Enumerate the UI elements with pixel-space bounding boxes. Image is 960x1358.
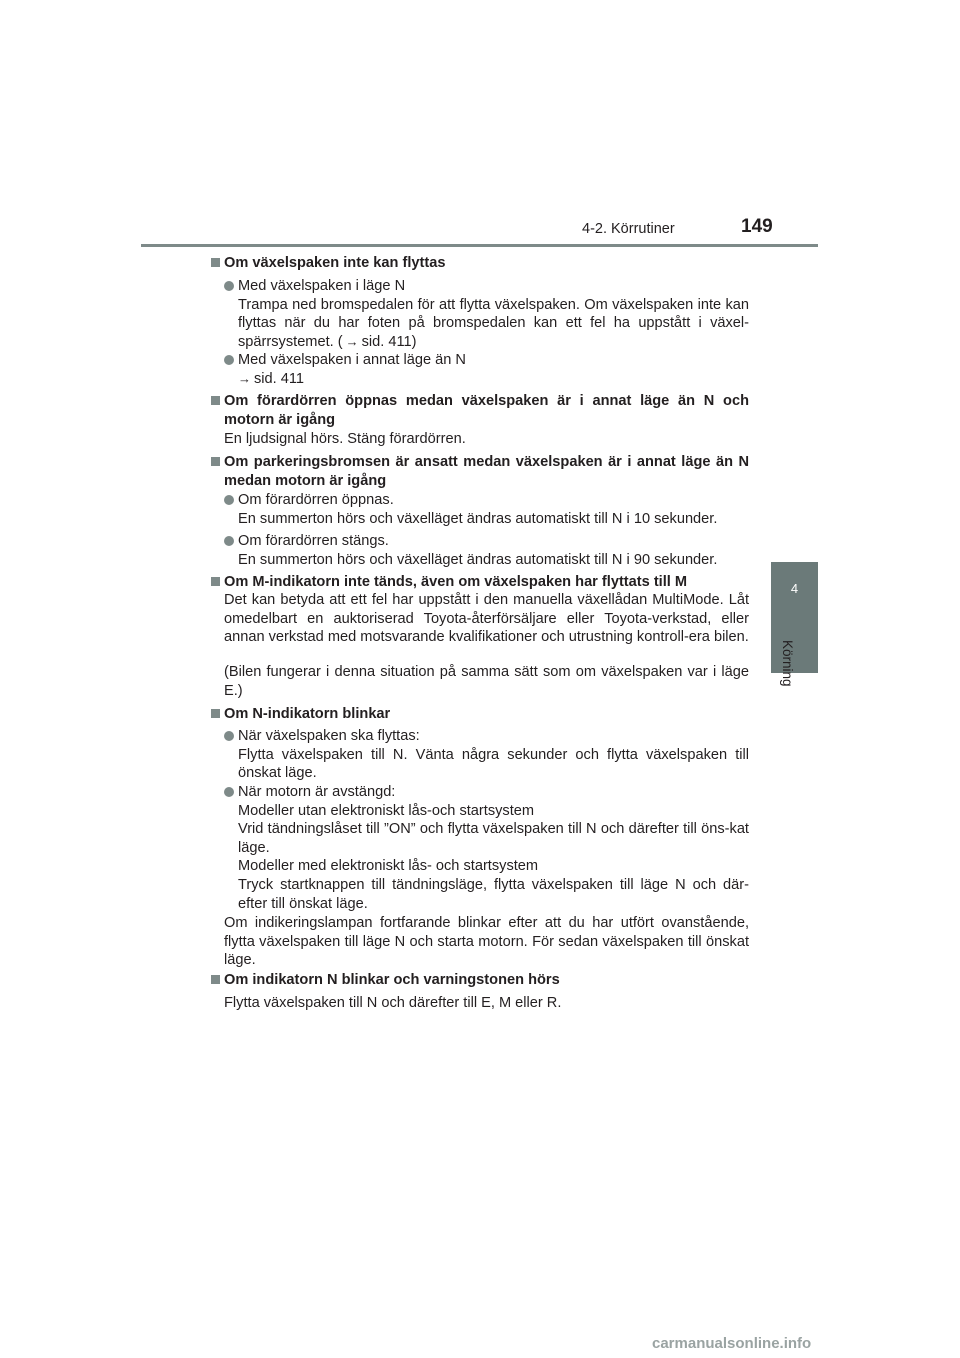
square-bullet-icon bbox=[211, 975, 220, 984]
bullet-item: Med växelspaken i annat läge än N → sid. 411 bbox=[238, 351, 749, 388]
paragraph: Flytta växelspaken till N och därefter till E, M eller R. bbox=[224, 995, 562, 1011]
square-bullet-icon bbox=[211, 396, 220, 405]
round-bullet-icon bbox=[224, 281, 234, 291]
square-bullet-icon bbox=[211, 258, 220, 267]
bullet-item: Med växelspaken i läge N Trampa ned bromspedalen för att flytta växelspaken. Om växelspaken inte kan flyttas när du har foten på bromspedalen kan ett fel ha uppstått i växel-spärrsystemet. ( → sid. 411) bbox=[238, 277, 749, 351]
bullet-item: Om förardörren öppnas. En summerton hörs och växelläget ändras automatiskt till N i 10 sekunder. bbox=[238, 491, 749, 528]
bullet-item: När växelspaken ska flyttas: Flytta växelspaken till N. Vänta några sekunder och flytta växelspaken till önskat läge. bbox=[238, 727, 749, 783]
arrow-right-icon: → bbox=[238, 370, 251, 386]
paragraph: (Bilen fungerar i denna situation på samma sätt som om växelspaken var i läge E.) bbox=[224, 664, 749, 699]
chapter-number: 4 bbox=[790, 581, 799, 596]
round-bullet-icon bbox=[224, 787, 234, 797]
paragraph: En ljudsignal hörs. Stäng förardörren. bbox=[224, 431, 466, 447]
page-number: 149 bbox=[741, 216, 773, 237]
bullet-item: Om förardörren stängs. En summerton hörs och växelläget ändras automatiskt till N i 90 sekunder. bbox=[238, 532, 749, 569]
page-reference-link[interactable]: sid. 411) bbox=[361, 333, 417, 350]
square-bullet-icon bbox=[211, 457, 220, 466]
round-bullet-icon bbox=[224, 731, 234, 741]
chapter-label: Körning bbox=[780, 640, 795, 687]
section-title: 4-2. Körrutiner bbox=[582, 221, 675, 237]
round-bullet-icon bbox=[224, 536, 234, 546]
bullet-text: Trampa ned bromspedalen för att flytta växelspaken. Om växelspaken inte kan flyttas när du har foten på bromspedalen kan ett fel ha uppstått i växel-spärrsystemet. ( → sid. 411) bbox=[238, 296, 749, 350]
round-bullet-icon bbox=[224, 495, 234, 505]
square-bullet-icon bbox=[211, 709, 220, 718]
section-heading: Om N-indikatorn blinkar bbox=[224, 705, 749, 724]
section-heading: Om parkeringsbromsen är ansatt medan växelspaken är i annat läge än N medan motorn är igång bbox=[224, 453, 749, 490]
page-reference-link[interactable]: sid. 411 bbox=[254, 370, 305, 387]
section-heading: Om indikatorn N blinkar och varningstonen hörs bbox=[224, 971, 749, 990]
watermark: carmanualsonline.info bbox=[652, 1335, 812, 1352]
section-heading: Om förardörren öppnas medan växelspaken är i annat läge än N och motorn är igång bbox=[224, 392, 749, 429]
section-heading: Om växelspaken inte kan flyttas bbox=[224, 254, 749, 273]
arrow-right-icon: → bbox=[345, 333, 359, 349]
paragraph: Det kan betyda att ett fel har uppstått i den manuella växellådan MultiMode. Låt omedelbart en auktoriserad Toyota-återförsäljare eller Toyota-verkstad, eller annan verkstad med motsvarande kvalifikationer och utrustning kontroll-era bilen. bbox=[224, 592, 749, 646]
bullet-item: När motorn är avstängd: Modeller utan elektroniskt lås-och startsystem Vrid tändningslåset till ”ON” och flytta växelspaken till N och därefter till öns-kat läge. Modeller med elektroniskt lås- och startsystem Tryck startknappen till tändningsläge, flytta växelspaken till läge N och där-efter till önskat läge. bbox=[238, 783, 749, 913]
square-bullet-icon bbox=[211, 577, 220, 586]
round-bullet-icon bbox=[224, 355, 234, 365]
section-heading: Om M-indikatorn inte tänds, även om växelspaken har flyttats till M bbox=[224, 573, 749, 592]
header-divider bbox=[141, 244, 818, 247]
paragraph: Om indikeringslampan fortfarande blinkar efter att du har utfört ovanstående, flytta växelspaken till läge N och starta motorn. För sedan växelspaken till önskat läge. bbox=[224, 915, 749, 969]
